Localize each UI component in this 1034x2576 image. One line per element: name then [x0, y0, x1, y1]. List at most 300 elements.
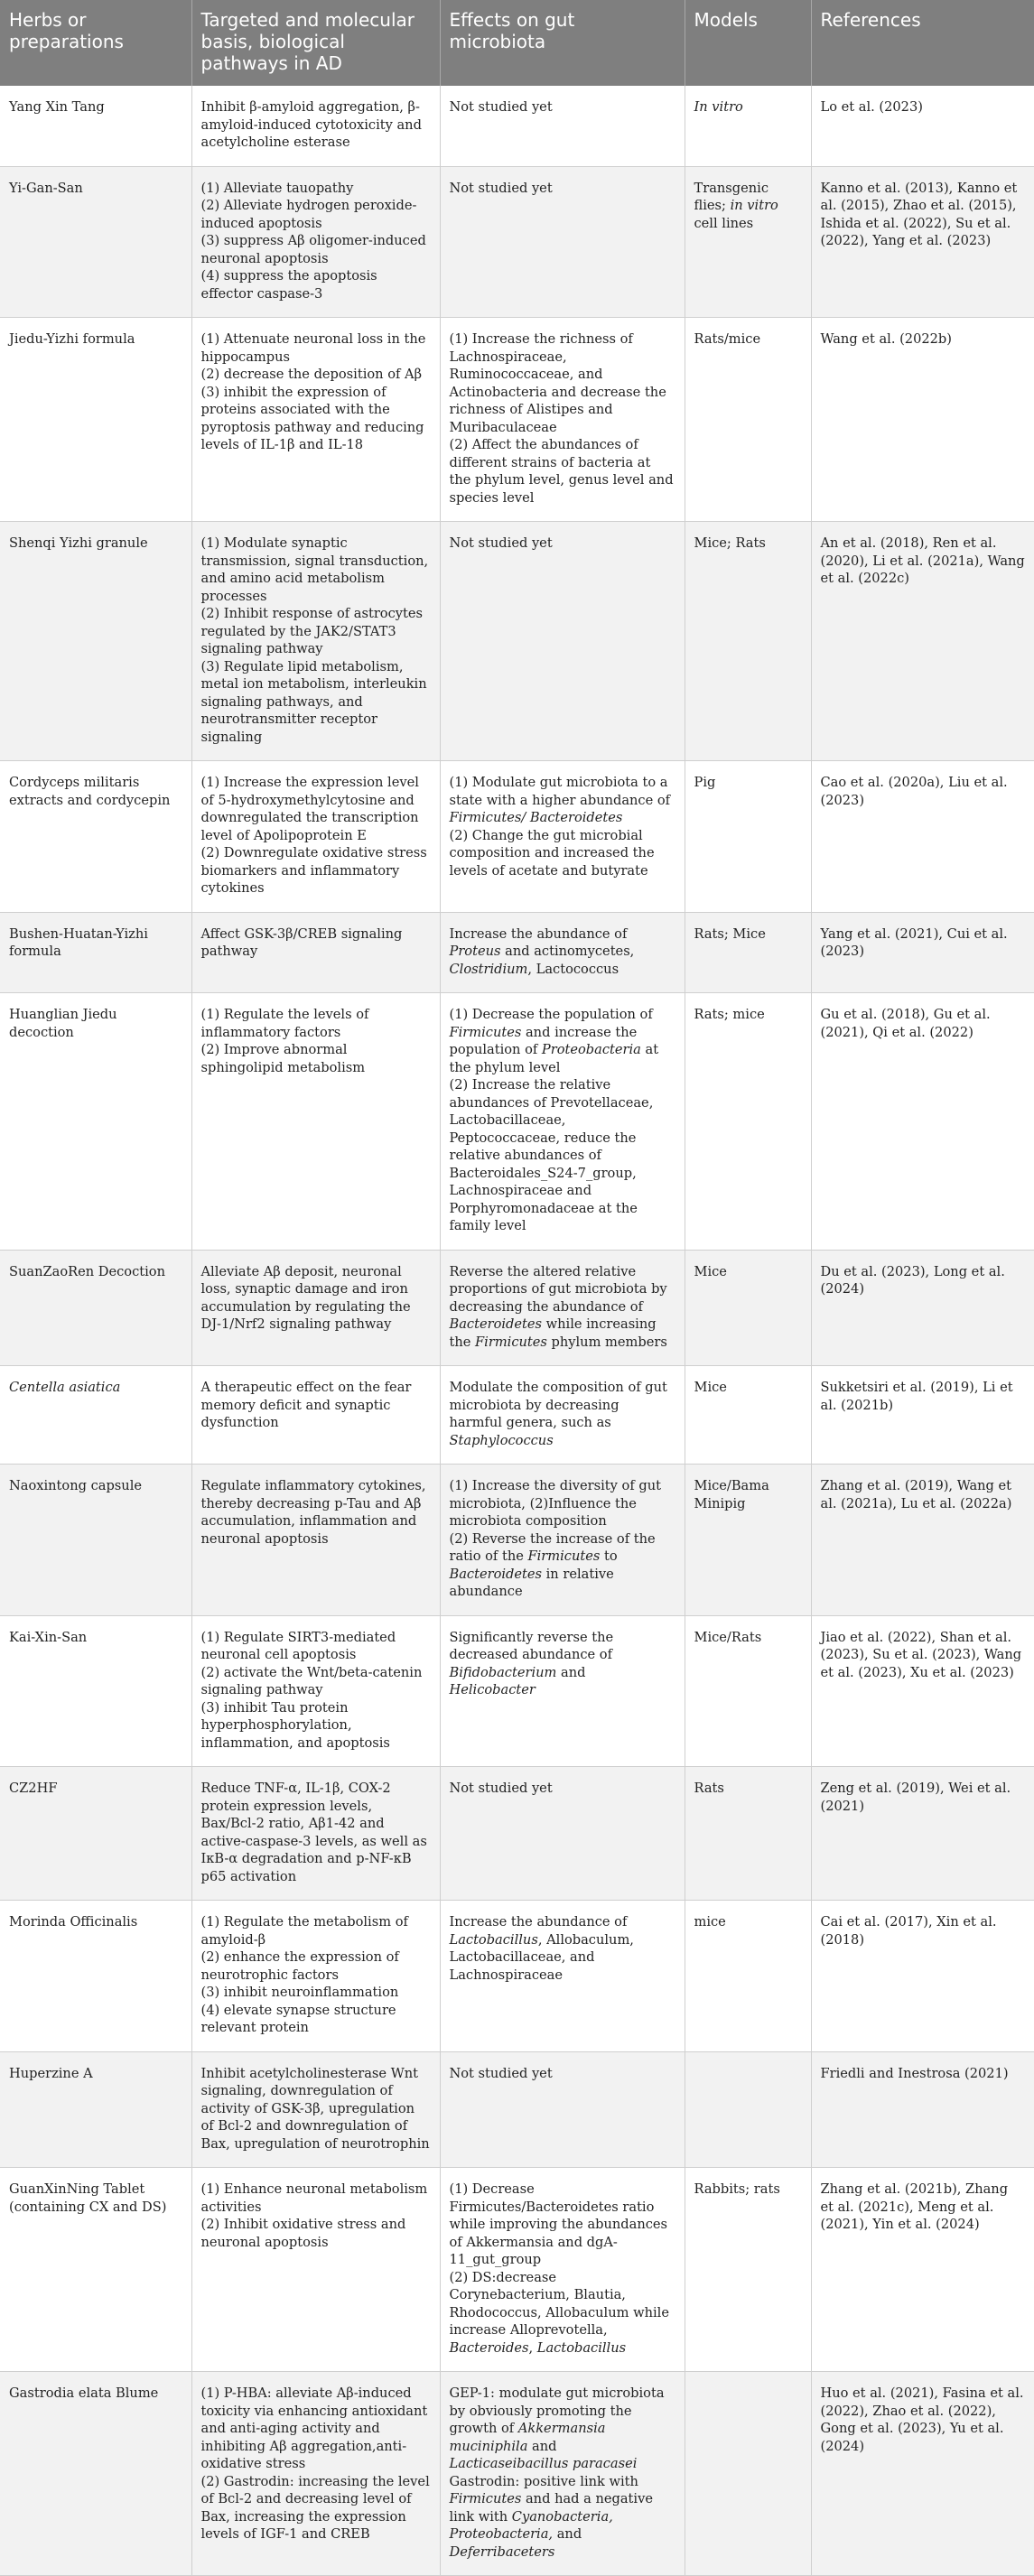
- text-run: (3) suppress Aβ oligomer-induced neuronal apoptosis: [200, 233, 426, 266]
- text-run: Mice/Rats: [694, 1629, 762, 1645]
- text-run: Staphylococcus: [449, 1432, 554, 1448]
- cell-line: [9, 535, 182, 553]
- cell-models: [685, 993, 811, 1251]
- text-run: Modulate the composition of gut microbiota by decreasing harmful genera, such as: [449, 1380, 667, 1430]
- text-run: and: [556, 1664, 586, 1680]
- cell-references: [811, 912, 1034, 993]
- text-run: (1) Modulate synaptic transmission, signal transduction, and amino acid metabolism processes: [200, 535, 429, 604]
- cell-models: [685, 2372, 811, 2576]
- cell-targets: [191, 1366, 440, 1465]
- col-header-targets: Targeted and molecular basis, biological pathways in AD: [191, 0, 440, 86]
- text-run: Deferribaceters: [449, 2543, 555, 2560]
- table-row: [0, 1615, 1034, 1767]
- cell-line: [201, 925, 431, 961]
- text-run: Not studied yet: [449, 180, 553, 196]
- text-run: ,: [528, 2339, 537, 2356]
- cell-line: [450, 1780, 675, 1798]
- text-run: Mice: [694, 1263, 727, 1279]
- table-row: [0, 2051, 1034, 2168]
- cell-line: [9, 180, 182, 198]
- cell-line: [201, 1041, 431, 1076]
- cell-line: [450, 180, 675, 198]
- cell-gut-effects: [440, 318, 685, 522]
- text-run: (3) inhibit Tau protein hyperphosphorylation, inflammation, and apoptosis: [200, 1699, 390, 1751]
- cell-references: [811, 1615, 1034, 1767]
- cell-targets: [191, 318, 440, 522]
- text-run: Lacticaseibacillus paracasei: [449, 2456, 638, 2471]
- table-row: [0, 2168, 1034, 2372]
- text-run: Not studied yet: [449, 2065, 553, 2081]
- text-run: Firmicutes: [527, 1548, 601, 1564]
- text-run: (2) Improve abnormal sphingolipid metabolism: [200, 1042, 366, 1075]
- table-row: [0, 1767, 1034, 1901]
- cell-herb: [0, 993, 191, 1251]
- text-run: Shenqi Yizhi granule: [9, 535, 148, 551]
- cell-line: [694, 1629, 802, 1647]
- text-run: and: [527, 2438, 557, 2454]
- text-run: Bacteroides: [449, 2339, 529, 2356]
- col-header-models: Models: [685, 0, 811, 86]
- text-run: (1) Alleviate tauopathy: [200, 180, 354, 196]
- text-run: Yang et al. (2021), Cui et al. (2023): [820, 925, 1008, 959]
- text-run: Rats; mice: [694, 1007, 765, 1022]
- cell-line: [450, 1530, 675, 1601]
- text-run: Du et al. (2023), Long et al. (2024): [820, 1263, 1005, 1297]
- text-run: (1) Modulate gut microbiota to a state with a higher abundance of: [449, 775, 671, 808]
- text-run: Reverse the altered relative proportions of gut microbiota by decreasing the abundance of: [449, 1263, 667, 1315]
- cell-line: [450, 1379, 675, 1449]
- cell-models: [685, 1901, 811, 2052]
- text-run: Kai-Xin-San: [9, 1629, 88, 1645]
- text-run: Alleviate Aβ deposit, neuronal loss, synaptic damage and iron accumulation by regulating the DJ-1/Nrf2 signaling pathway: [200, 1263, 411, 1332]
- cell-line: [201, 330, 431, 366]
- text-run: mice: [694, 1914, 726, 1930]
- text-run: Centella asiatica: [9, 1380, 121, 1395]
- cell-line: [450, 535, 675, 553]
- cell-line: [450, 827, 675, 880]
- text-run: Not studied yet: [449, 1781, 553, 1796]
- text-run: (1) Enhance neuronal metabolism activities: [200, 2181, 428, 2215]
- cell-line: [9, 1379, 182, 1397]
- text-run: Not studied yet: [449, 99, 553, 115]
- text-run: Firmicutes: [449, 1024, 522, 1040]
- text-run: Naoxintong capsule: [9, 1478, 142, 1493]
- cell-line: [694, 925, 802, 944]
- cell-targets: [191, 993, 440, 1251]
- text-run: and increase the population of: [449, 1024, 638, 1057]
- cell-models: [685, 912, 811, 993]
- text-run: at the phylum level: [449, 1042, 659, 1075]
- cell-herb: [0, 761, 191, 913]
- text-run: (1) Decrease Firmicutes/Bacteroidetes ratio while improving the abundances of Akkermansia and dgA-11_gut_group: [449, 2181, 668, 2267]
- cell-line: [821, 774, 1026, 809]
- cell-models: [685, 86, 811, 166]
- text-run: (2) Reverse the increase of the ratio of the: [449, 1530, 656, 1564]
- cell-targets: [191, 761, 440, 913]
- cell-references: [811, 1366, 1034, 1465]
- text-run: (1) P-HBA: alleviate Aβ-induced toxicity via enhancing antioxidant and anti-aging activity and inhibiting Aβ aggregation,anti-oxidative stress: [200, 2385, 428, 2471]
- cell-line: [694, 1263, 802, 1281]
- table-row: [0, 86, 1034, 166]
- table-row: [0, 912, 1034, 993]
- cell-gut-effects: [440, 1366, 685, 1465]
- text-run: Proteus: [449, 944, 501, 959]
- cell-targets: [191, 1767, 440, 1901]
- cell-targets: [191, 1615, 440, 1767]
- cell-line: [201, 1913, 431, 1948]
- cell-line: [9, 1006, 182, 1041]
- cell-line: [821, 1780, 1026, 1815]
- cell-herb: [0, 1250, 191, 1366]
- col-header-gut-effects: Effects on gut microbiota: [440, 0, 685, 86]
- cell-line: [694, 1477, 802, 1512]
- text-run: Lo et al. (2023): [820, 99, 923, 115]
- cell-line: [450, 1076, 675, 1235]
- cell-line: [201, 366, 431, 384]
- cell-line: [821, 2181, 1026, 2234]
- cell-line: [821, 925, 1026, 961]
- cell-line: [201, 1379, 431, 1432]
- cell-line: [201, 1629, 431, 1664]
- text-run: Bacteroidetes: [449, 1566, 542, 1582]
- cell-herb: [0, 2168, 191, 2372]
- cell-gut-effects: [440, 2372, 685, 2576]
- cell-line: [201, 605, 431, 658]
- table-row: [0, 2372, 1034, 2576]
- cell-line: [450, 98, 675, 116]
- cell-references: [811, 1767, 1034, 1901]
- text-run: (4) elevate synapse structure relevant protein: [200, 2002, 396, 2035]
- text-run: Increase the abundance of: [449, 925, 628, 942]
- text-run: Rats/mice: [694, 331, 761, 347]
- text-run: (2) activate the Wnt/beta-catenin signaling pathway: [200, 1664, 423, 1697]
- cell-line: [450, 1913, 675, 1984]
- text-run: Bushen-Huatan-Yizhi formula: [9, 925, 148, 959]
- cell-references: [811, 2168, 1034, 2372]
- cell-models: [685, 318, 811, 522]
- text-run: (1) Increase the richness of Lachnospiraceae, Ruminococcaceae, and Actinobacteria and decrease the richness of Alistipes and Muribaculaceae: [449, 331, 666, 435]
- text-run: Gu et al. (2018), Gu et al. (2021), Qi et al. (2022): [820, 1007, 991, 1040]
- text-run: (2) Alleviate hydrogen peroxide-induced apoptosis: [200, 198, 417, 231]
- text-run: (1) Increase the expression level of 5-hydroxymethylcytosine and downregulated the transcription level of Apolipoprotein E: [200, 775, 419, 843]
- text-run: Zhang et al. (2019), Wang et al. (2021a), Lu et al. (2022a): [820, 1478, 1012, 1511]
- table-row: [0, 1250, 1034, 1366]
- text-run: , Lactococcus: [527, 961, 619, 977]
- cell-line: [201, 2385, 431, 2473]
- cell-line: [201, 774, 431, 844]
- text-run: (4) suppress the apoptosis effector caspase-3: [200, 268, 377, 302]
- cell-line: [9, 925, 182, 961]
- table-row: [0, 1465, 1034, 1616]
- text-run: Wang et al. (2022b): [820, 331, 952, 347]
- cell-references: [811, 2372, 1034, 2576]
- cell-herb: [0, 2372, 191, 2576]
- cell-herb: [0, 318, 191, 522]
- table-row: [0, 761, 1034, 913]
- cell-line: [201, 2181, 431, 2216]
- cell-line: [9, 1913, 182, 1931]
- cell-line: [201, 1984, 431, 2002]
- text-run: (2) Change the gut microbial composition and increased the levels of acetate and butyrate: [449, 827, 655, 879]
- cell-models: [685, 522, 811, 761]
- cell-line: [201, 1948, 431, 1984]
- text-run: Proteobacteria: [541, 1042, 641, 1057]
- text-run: (1) Regulate SIRT3-mediated neuronal cell apoptosis: [200, 1629, 396, 1662]
- text-run: Firmicutes: [475, 1334, 547, 1350]
- cell-models: [685, 166, 811, 318]
- cell-line: [9, 2065, 182, 2083]
- cell-line: [821, 2065, 1026, 2083]
- cell-line: [9, 1263, 182, 1281]
- cell-line: [9, 1780, 182, 1798]
- cell-line: [201, 2473, 431, 2543]
- cell-line: [821, 1006, 1026, 1041]
- cell-gut-effects: [440, 1615, 685, 1767]
- cell-models: [685, 1250, 811, 1366]
- cell-line: [201, 535, 431, 605]
- col-header-references: References: [811, 0, 1034, 86]
- cell-herb: [0, 1767, 191, 1901]
- text-run: and: [553, 2526, 582, 2542]
- text-run: to: [600, 1548, 618, 1564]
- text-run: Inhibit acetylcholinesterase Wnt signaling, downregulation of activity of GSK-3β, upregulation of Bcl-2 and downregulation of Bax, upregulation of neurotrophin: [200, 2065, 430, 2152]
- cell-line: [201, 1780, 431, 1885]
- table-row: [0, 522, 1034, 761]
- cell-line: [201, 180, 431, 198]
- cell-targets: [191, 86, 440, 166]
- text-run: (2) decrease the deposition of Aβ: [200, 367, 423, 382]
- cell-targets: [191, 1250, 440, 1366]
- text-run: An et al. (2018), Ren et al. (2020), Li et al. (2021a), Wang et al. (2022c): [820, 535, 1025, 586]
- text-run: Morinda Officinalis: [9, 1914, 138, 1930]
- cell-line: [201, 2002, 431, 2037]
- text-run: Firmicutes/ Bacteroidetes: [449, 810, 623, 825]
- text-run: SuanZaoRen Decoction: [9, 1263, 165, 1279]
- cell-line: [9, 1477, 182, 1495]
- cell-gut-effects: [440, 1901, 685, 2052]
- cell-gut-effects: [440, 522, 685, 761]
- text-run: Lactobacillus: [536, 2339, 627, 2356]
- text-run: Huo et al. (2021), Fasina et al. (2022), Zhao et al. (2022), Gong et al. (2023), Yu et al. (2024): [820, 2385, 1024, 2454]
- cell-line: [450, 1477, 675, 1530]
- cell-line: [9, 774, 182, 809]
- cell-gut-effects: [440, 1465, 685, 1616]
- text-run: phylum members: [546, 1334, 667, 1350]
- text-run: Bacteroidetes: [449, 1316, 542, 1332]
- cell-models: [685, 1366, 811, 1465]
- cell-gut-effects: [440, 1767, 685, 1901]
- text-run: A therapeutic effect on the fear memory deficit and synaptic dysfunction: [200, 1380, 412, 1430]
- cell-line: [821, 1263, 1026, 1298]
- cell-targets: [191, 522, 440, 761]
- cell-line: [450, 2065, 675, 2083]
- cell-line: [694, 180, 802, 233]
- cell-herb: [0, 522, 191, 761]
- text-run: GEP-1: modulate gut microbiota by obviously promoting the growth of: [449, 2385, 665, 2436]
- text-run: Cao et al. (2020a), Liu et al. (2023): [820, 775, 1008, 808]
- cell-line: [821, 180, 1026, 250]
- cell-line: [9, 330, 182, 349]
- text-run: while increasing the: [449, 1316, 657, 1350]
- text-run: (3) Regulate lipid metabolism, metal ion metabolism, interleukin signaling pathways, and neurotransmitter receptor signaling: [200, 658, 427, 745]
- table-row: [0, 1366, 1034, 1465]
- cell-line: [821, 2385, 1026, 2455]
- cell-line: [450, 2473, 675, 2562]
- cell-line: [694, 535, 802, 553]
- text-run: Akkermansia muciniphila: [449, 2421, 606, 2454]
- text-run: Friedli and Inestrosa (2021): [820, 2065, 1009, 2081]
- cell-line: [694, 774, 802, 792]
- text-run: Jiedu-Yizhi formula: [9, 331, 135, 347]
- cell-references: [811, 318, 1034, 522]
- cell-line: [450, 2181, 675, 2269]
- cell-models: [685, 1615, 811, 1767]
- text-run: (2) Downregulate oxidative stress biomarkers and inflammatory cytokines: [200, 845, 427, 896]
- cell-targets: [191, 166, 440, 318]
- table-body: [0, 86, 1034, 2576]
- cell-gut-effects: [440, 166, 685, 318]
- text-run: GuanXinNing Tablet (containing CX and DS): [9, 2181, 167, 2215]
- text-run: Yang Xin Tang: [9, 99, 105, 115]
- text-run: Pig: [694, 775, 716, 790]
- text-run: Gastrodia elata Blume: [9, 2385, 159, 2401]
- text-run: Mice/Bama Minipig: [694, 1478, 769, 1511]
- cell-line: [201, 98, 431, 152]
- cell-line: [201, 844, 431, 897]
- header-row: [0, 0, 1034, 86]
- cell-targets: [191, 2051, 440, 2168]
- cell-gut-effects: [440, 86, 685, 166]
- cell-models: [685, 2168, 811, 2372]
- text-run: Firmicutes: [449, 2491, 522, 2506]
- cell-line: [694, 1006, 802, 1024]
- cell-references: [811, 1250, 1034, 1366]
- cell-line: [9, 2385, 182, 2403]
- cell-line: [450, 330, 675, 436]
- cell-herb: [0, 1465, 191, 1616]
- cell-line: [821, 1379, 1026, 1414]
- text-run: Regulate inflammatory cytokines, thereby decreasing p-Tau and Aβ accumulation, inflammation and neuronal apoptosis: [200, 1478, 426, 1547]
- text-run: Clostridium: [449, 961, 528, 977]
- cell-models: [685, 1465, 811, 1616]
- cell-references: [811, 2051, 1034, 2168]
- text-run: (3) inhibit the expression of proteins associated with the pyroptosis pathway and reducing levels of IL-1β and IL-18: [200, 384, 424, 452]
- cell-line: [201, 1664, 431, 1699]
- cell-line: [694, 330, 802, 349]
- cell-line: [694, 2181, 802, 2199]
- text-run: Zhang et al. (2021b), Zhang et al. (2021c), Meng et al. (2021), Yin et al. (2024): [820, 2181, 1009, 2232]
- text-run: Inhibit β-amyloid aggregation, β-amyloid-induced cytotoxicity and acetylcholine esterase: [200, 99, 422, 150]
- cell-line: [821, 535, 1026, 588]
- cell-line: [450, 925, 675, 979]
- cell-herb: [0, 86, 191, 166]
- text-run: Cai et al. (2017), Xin et al. (2018): [820, 1914, 997, 1948]
- text-run: cell lines: [694, 215, 754, 231]
- cell-line: [821, 1477, 1026, 1512]
- text-run: Significantly reverse the decreased abundance of: [449, 1629, 614, 1662]
- text-run: Lactobacillus: [449, 1931, 538, 1948]
- text-run: Huanglian Jiedu decoction: [9, 1007, 117, 1040]
- cell-models: [685, 2051, 811, 2168]
- table-row: [0, 166, 1034, 318]
- text-run: (2) Inhibit response of astrocytes regulated by the JAK2/STAT3 signaling pathway: [200, 606, 423, 656]
- cell-targets: [191, 1465, 440, 1616]
- cell-line: [201, 1699, 431, 1753]
- cell-targets: [191, 1901, 440, 2052]
- col-header-herbs: Herbs or preparations: [0, 0, 191, 86]
- text-run: (3) inhibit neuroinflammation: [200, 1985, 399, 2000]
- cell-gut-effects: [440, 1250, 685, 1366]
- text-run: (1) Attenuate neuronal loss in the hippocampus: [200, 331, 426, 365]
- cell-line: [201, 1006, 431, 1041]
- text-run: Mice: [694, 1380, 727, 1395]
- cell-line: [201, 2065, 431, 2153]
- text-run: Affect GSK-3β/CREB signaling pathway: [200, 925, 403, 959]
- cell-references: [811, 761, 1034, 913]
- cell-line: [201, 658, 431, 747]
- cell-herb: [0, 912, 191, 993]
- text-run: Sukketsiri et al. (2019), Li et al. (2021b): [820, 1380, 1013, 1413]
- cell-references: [811, 166, 1034, 318]
- text-run: , Allobaculum, Lactobacillaceae, and Lachnospiraceae: [449, 1931, 634, 1983]
- cell-line: [694, 1913, 802, 1931]
- cell-models: [685, 1767, 811, 1901]
- cell-line: [450, 774, 675, 827]
- text-run: (1) Regulate the metabolism of amyloid-β: [200, 1914, 408, 1948]
- cell-gut-effects: [440, 993, 685, 1251]
- text-run: Cordyceps militaris extracts and cordycepin: [9, 775, 171, 808]
- text-run: Not studied yet: [449, 535, 553, 551]
- cell-references: [811, 993, 1034, 1251]
- cell-line: [201, 232, 431, 267]
- table-header: [0, 0, 1034, 86]
- text-run: Huperzine A: [9, 2065, 93, 2081]
- cell-line: [450, 1263, 675, 1352]
- cell-line: [821, 98, 1026, 116]
- text-run: (2) DS:decrease Corynebacterium, Blautia, Rhodococcus, Allobaculum while increase Alloprevotella,: [449, 2269, 669, 2338]
- cell-line: [201, 2216, 431, 2251]
- text-run: Kanno et al. (2013), Kanno et al. (2015), Zhao et al. (2015), Ishida et al. (2022), Su et al. (2022), Yang et al. (2023): [820, 180, 1018, 248]
- text-run: (2) Increase the relative abundances of Prevotellaceae, Lactobacillaceae, Peptococcaceae, reduce the relative abundances of Bacteroidales_S24-7_group, Lachnospiraceae and Porphyromonadaceae at the family level: [449, 1077, 654, 1233]
- text-run: Increase the abundance of: [449, 1914, 628, 1930]
- cell-models: [685, 761, 811, 913]
- text-run: Reduce TNF-α, IL-1β, COX-2 protein expression levels, Bax/Bcl-2 ratio, Aβ1-42 and active-caspase-3 levels, as well as IκB-α degradation and p-NF-κB p65 activation: [200, 1781, 427, 1884]
- cell-references: [811, 1465, 1034, 1616]
- cell-line: [9, 98, 182, 116]
- cell-line: [201, 1477, 431, 1548]
- cell-line: [201, 197, 431, 232]
- text-run: and had a negative link with: [449, 2491, 653, 2525]
- cell-line: [821, 1913, 1026, 1948]
- cell-targets: [191, 2168, 440, 2372]
- cell-line: [694, 98, 802, 116]
- cell-line: [9, 1629, 182, 1647]
- text-run: Cyanobacteria, Proteobacteria,: [449, 2508, 613, 2542]
- cell-line: [450, 436, 675, 507]
- cell-gut-effects: [440, 912, 685, 993]
- cell-line: [694, 1379, 802, 1397]
- text-run: (1) Decrease the population of: [449, 1007, 653, 1022]
- cell-line: [450, 1629, 675, 1699]
- cell-line: [821, 1629, 1026, 1682]
- text-run: Zeng et al. (2019), Wei et al. (2021): [820, 1781, 1011, 1814]
- table-row: [0, 1901, 1034, 2052]
- cell-references: [811, 1901, 1034, 2052]
- cell-gut-effects: [440, 761, 685, 913]
- text-run: CZ2HF: [9, 1781, 58, 1796]
- text-run: Jiao et al. (2022), Shan et al. (2023), Su et al. (2023), Wang et al. (2023), Xu et al. (2023): [820, 1629, 1022, 1680]
- table-row: [0, 318, 1034, 522]
